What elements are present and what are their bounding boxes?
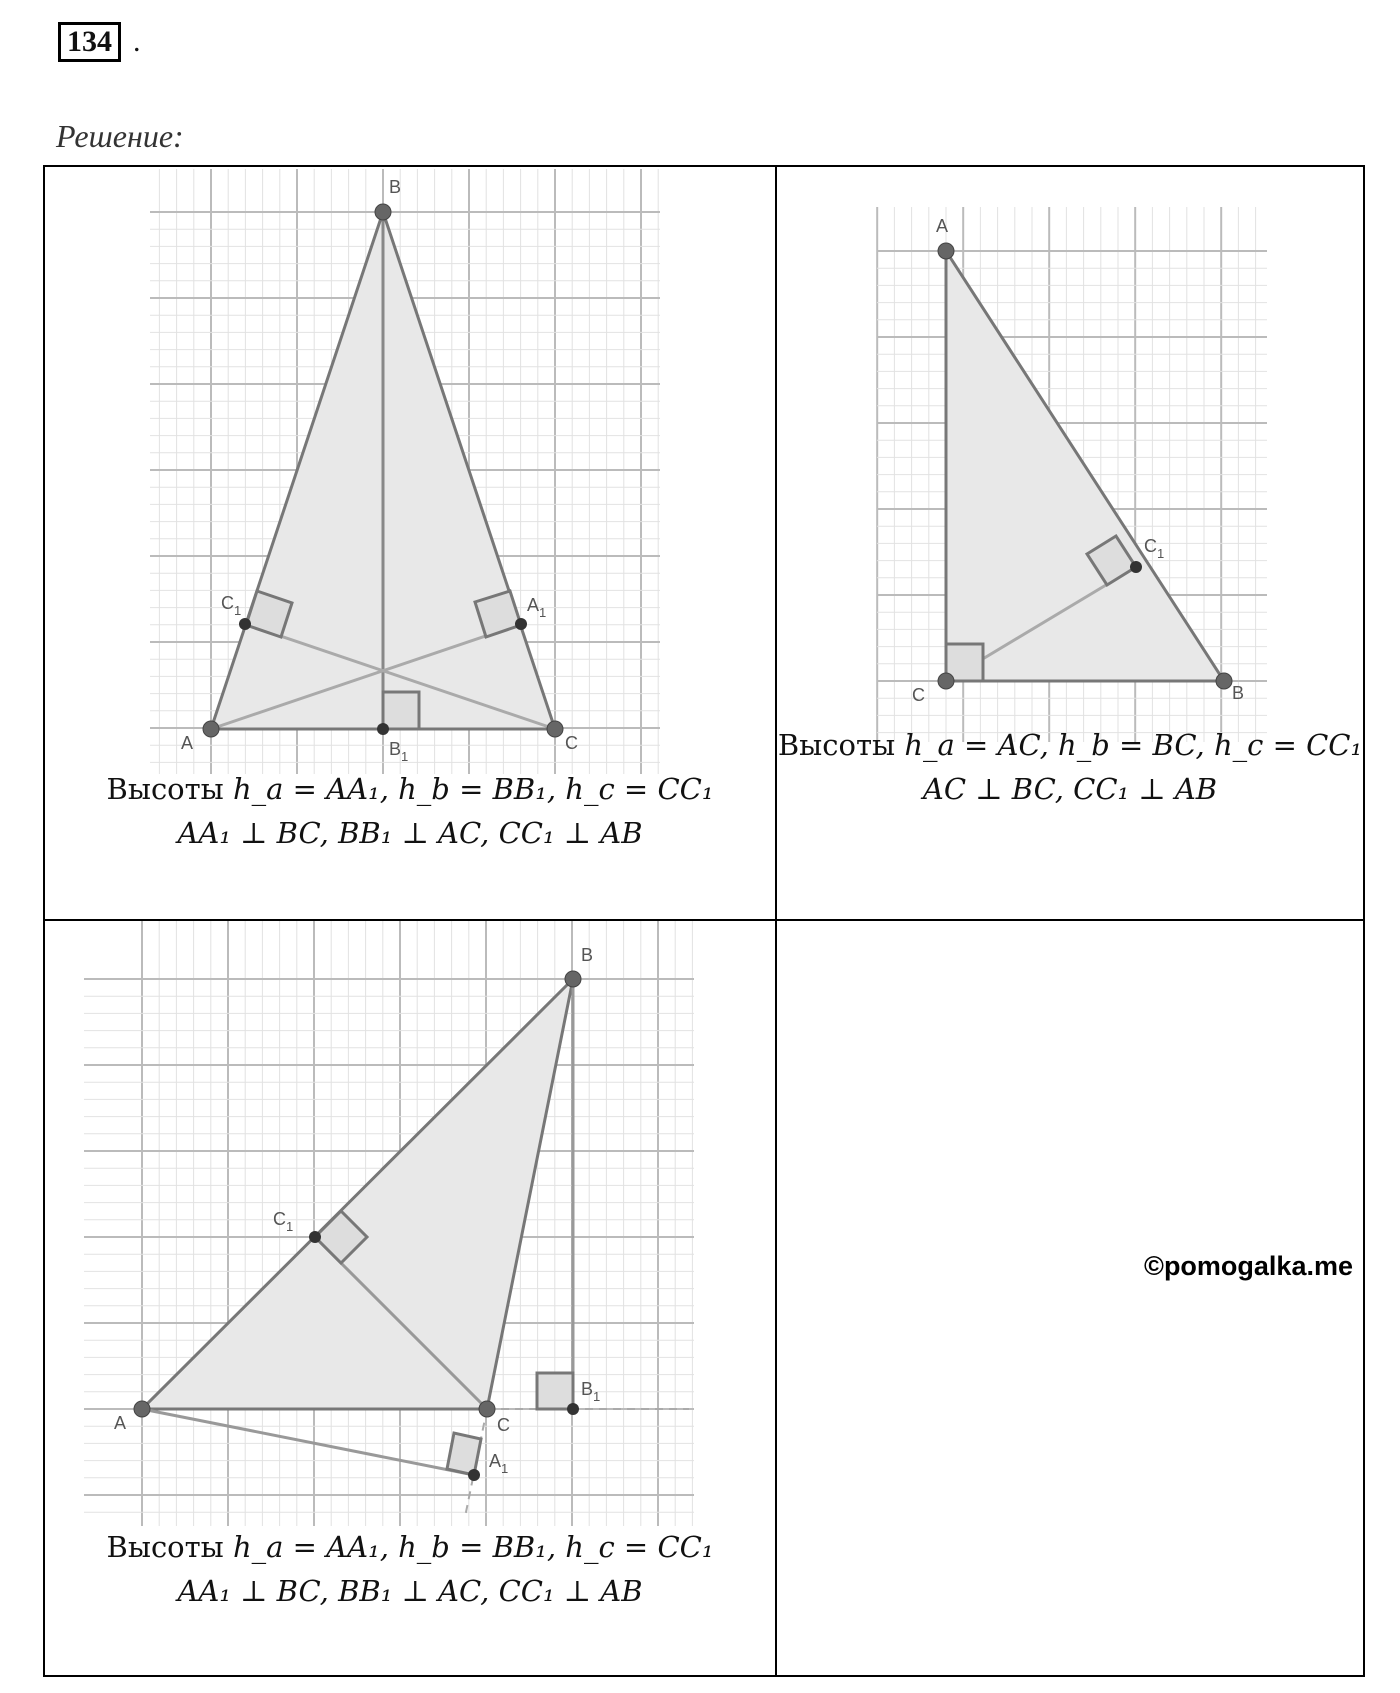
point-a1 (468, 1469, 480, 1481)
label-c: C (497, 1415, 510, 1435)
problem-number-dot: . (133, 25, 141, 58)
point-b1 (567, 1403, 579, 1415)
right-angle-a1 (447, 1433, 481, 1475)
solution-table (43, 165, 1365, 1677)
problem-number: 134 (58, 22, 121, 62)
triangle-abc (142, 979, 573, 1409)
point-b (375, 204, 391, 220)
label-c1: $C_1$ (273, 1209, 294, 1234)
label-b: B (581, 945, 594, 965)
solution-label: Решение: (56, 118, 184, 154)
label-a: A (936, 216, 949, 236)
caption-right: Высоты h_a = AC, h_b = BC, h_c = CC₁ AC ⊥ BC, CC₁ ⊥ AB (777, 728, 1363, 806)
label-a: A (114, 1413, 127, 1433)
point-c1 (309, 1231, 321, 1243)
triangle-abc (946, 251, 1224, 681)
label-c1: $C_1$ (221, 593, 242, 618)
right-triangle-figure (872, 207, 1272, 747)
label-b1: $B_1$ (389, 739, 409, 764)
point-b1 (377, 723, 389, 735)
caption-obtuse: Высоты h_a = AA₁, h_b = BB₁, h_c = CC₁ AA₁ ⊥ BC, BB₁ ⊥ AC, CC₁ ⊥ AB (106, 1530, 714, 1608)
point-c (479, 1401, 495, 1417)
label-a1: $A_1$ (489, 1451, 509, 1476)
label-a: A (181, 733, 194, 753)
point-c (938, 673, 954, 689)
obtuse-triangle-figure (79, 921, 699, 1531)
point-c1 (1130, 561, 1142, 573)
altitude-aa1 (142, 1409, 474, 1475)
label-c: C (912, 685, 925, 705)
label-c: C (565, 733, 578, 753)
point-b (1216, 673, 1232, 689)
point-c1 (239, 618, 251, 630)
point-a (938, 243, 954, 259)
label-c1: $C_1$ (1144, 536, 1165, 561)
acute-triangle-figure (145, 169, 665, 779)
point-a (134, 1401, 150, 1417)
cell-right-triangle (775, 165, 1365, 921)
point-b (565, 971, 581, 987)
caption-acute: Высоты h_a = AA₁, h_b = BB₁, h_c = CC₁ AA₁ ⊥ BC, BB₁ ⊥ AC, CC₁ ⊥ AB (106, 772, 714, 850)
point-a (203, 721, 219, 737)
label-b: B (389, 177, 402, 197)
point-a1 (515, 618, 527, 630)
watermark: ©pomogalka.me (1144, 1251, 1353, 1281)
right-angle-b1 (537, 1373, 573, 1409)
cell-acute-triangle (43, 165, 777, 921)
cell-empty (775, 919, 1365, 1677)
point-c (547, 721, 563, 737)
label-a1: $A_1$ (527, 595, 547, 620)
label-b: B (1232, 683, 1245, 703)
right-angle-b1 (383, 692, 419, 729)
label-b1: $B_1$ (581, 1379, 601, 1404)
cell-obtuse-triangle (43, 919, 777, 1677)
